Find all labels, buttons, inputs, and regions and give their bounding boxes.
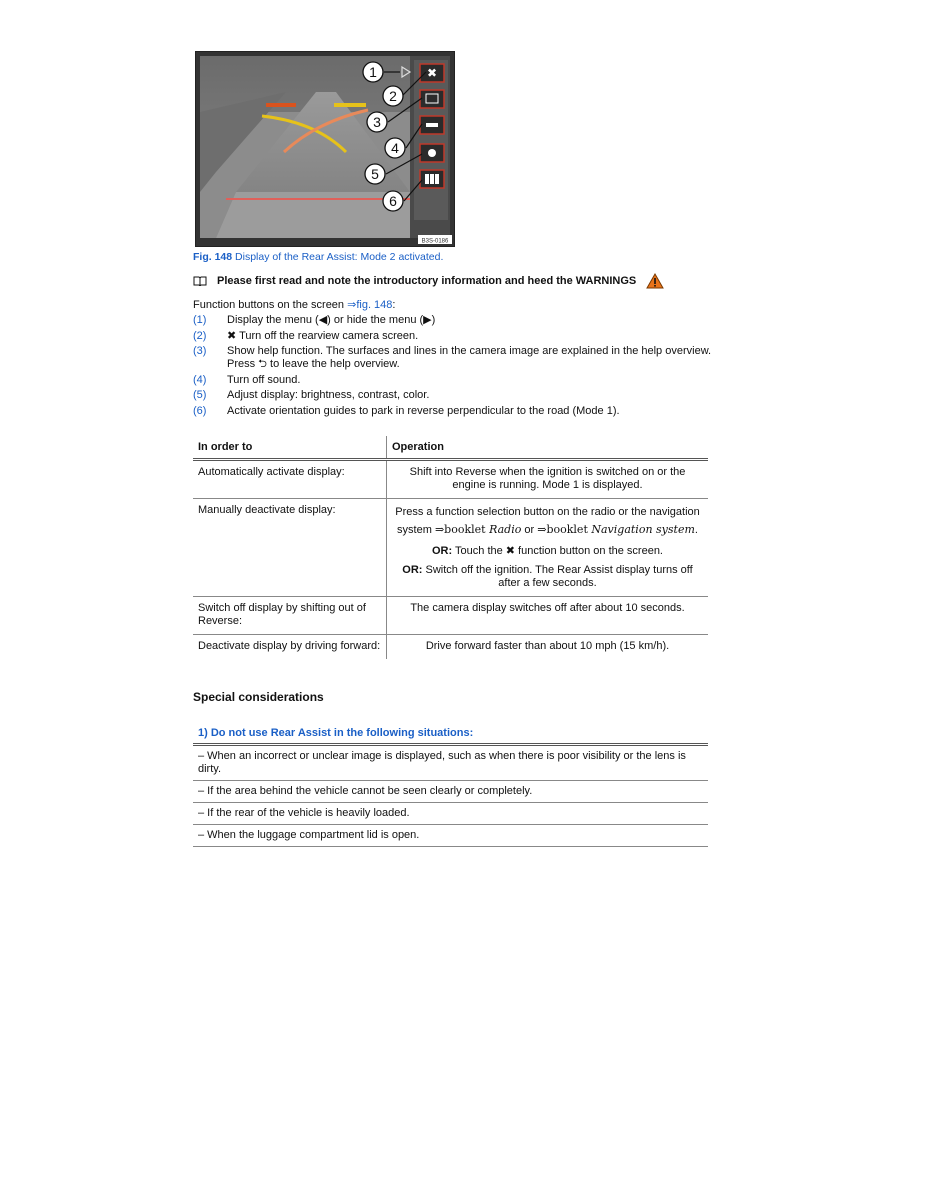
callout-6 [383,191,403,211]
callout-3 [367,112,387,132]
svg-text:✖: ✖ [426,66,438,80]
list-item: (1) Display the menu (◀) or hide the menu (▶) [193,314,436,326]
callout-2 [383,86,403,106]
camera-display-illustration [196,52,454,246]
intro-text: Function buttons on the screen ⇒fig. 148: [193,299,396,311]
list-item: (5) Adjust display: brightness, contrast, color. [193,389,430,401]
svg-text:3: 3 [373,114,381,130]
button-close [420,64,444,82]
table-row: – When the luggage compartment lid is open. [193,825,708,847]
svg-text:4: 4 [391,140,399,156]
operation-table [193,436,708,659]
figure-code: B3S-0186 [421,238,449,245]
list-item: (4) Turn off sound. [193,373,301,386]
booklet-ref-navigation[interactable]: ⇒booklet [537,523,592,536]
figure-caption [193,251,443,263]
svg-text:1: 1 [369,64,377,80]
list-item: (6) Activate orientation guides to park in reverse perpendicular to the road (Mode 1). [193,404,620,417]
figure-caption-text: Display of the Rear Assist: Mode 2 activated. [235,251,444,263]
column-header-order: In order to [193,436,387,460]
rear-assist-figure [195,51,455,247]
situations-table [193,725,708,847]
figure-caption-label: Fig. 148 [193,251,233,263]
read-note-text: Please first read and note the introductory information and heed the WARNINGS [217,275,637,287]
button-mode [420,170,444,188]
table-row: Manually deactivate display: Press a function selection button on the radio or the navigation system ⇒booklet Radio or ⇒booklet Navigation system. OR: Touch the ✖ function button on the screen. OR: Switch off the ignition. The Rear Assist display turns off after a few seconds. [193,499,708,597]
read-note [193,273,664,289]
button-display-settings [420,144,444,162]
function-list [193,314,713,420]
button-sound [420,116,444,134]
list-item: (2) ✖ Turn off the rearview camera screen. [193,329,419,342]
table-row: Deactivate display by driving forward: Drive forward faster than about 10 mph (15 km/h). [193,635,708,660]
table-header-row [193,436,708,460]
table-row: Automatically activate display: Shift into Reverse when the ignition is switched on or the engine is running. Mode 1 is displayed. [193,460,708,499]
svg-text:2: 2 [389,88,397,104]
svg-text:5: 5 [371,166,379,182]
table-row: – If the area behind the vehicle cannot be seen clearly or completely. [193,781,708,803]
figure-reference-link[interactable]: ⇒fig. 148 [347,299,393,311]
svg-text:6: 6 [389,193,397,209]
warning-triangle-icon [646,273,664,289]
situations-heading: 1) Do not use Rear Assist in the following situations: [193,725,708,746]
table-row: Switch off display by shifting out of Reverse: The camera display switches off after about 10 seconds. [193,597,708,635]
booklet-ref-radio[interactable]: ⇒booklet [434,523,490,536]
list-item: (3) Show help function. The surfaces and lines in the camera image are explained in the help overview. Press ⮌ to leave the help overview. [193,345,712,370]
book-icon [193,276,207,286]
table-row: – When an incorrect or unclear image is displayed, such as when there is poor visibility or the lens is dirty. [193,746,708,781]
table-row: – If the rear of the vehicle is heavily loaded. [193,803,708,825]
callout-1 [363,62,383,82]
button-help [420,90,444,108]
special-considerations-heading: Special considerations [193,690,324,704]
column-header-operation: Operation [392,441,444,453]
callout-4 [385,138,405,158]
callout-5 [365,164,385,184]
